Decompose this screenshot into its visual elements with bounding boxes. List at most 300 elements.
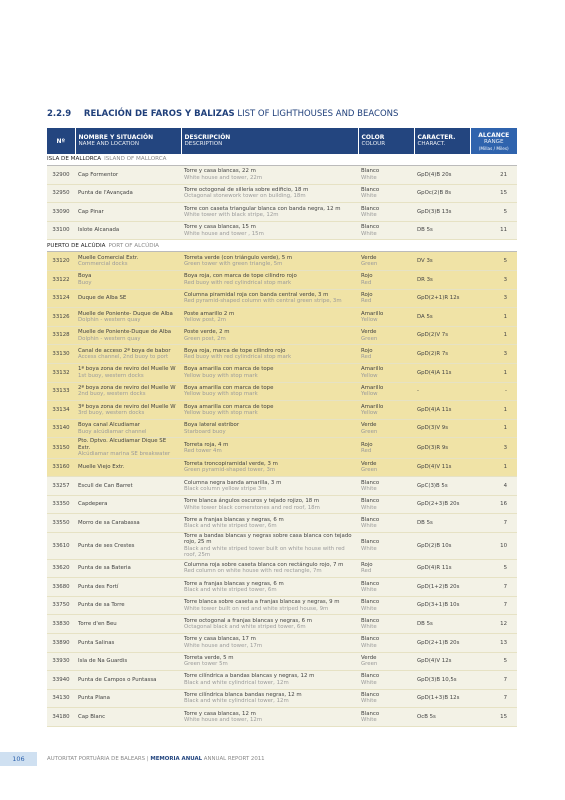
light-name-cell [75,326,181,345]
characteristic: GpD(2+3)B 20s [414,495,470,514]
range: 15 [470,708,517,727]
light-name-cell [75,308,181,327]
light-name: Escull de Can Barret [78,482,133,489]
description-cell [181,252,358,271]
light-name-cell [75,578,181,597]
group-header-row [47,240,517,252]
table-row [47,363,517,382]
colour: Rojo [361,291,373,298]
colour-cell [358,289,414,308]
table-header-row [47,128,517,154]
table-row [47,477,517,496]
description-cell [181,382,358,401]
colour-english: Red [361,279,372,286]
range: 7 [470,689,517,708]
colour-english: Yellow [361,316,378,323]
light-number: 33126 [47,308,75,327]
description-english: Black and white striped tower, 6m [184,586,277,593]
description-cell [181,401,358,420]
description-english: Black and white striped tower, 6m [184,523,277,530]
colour: Blanco [361,617,380,624]
colour-english: White [361,698,377,705]
description-english: White house and tower, 12m [184,717,263,724]
table-row [47,615,517,634]
light-name: Canal de acceso 2ª boya de babor [78,347,171,354]
colour: Blanco [361,692,380,699]
light-name: Cap Blanc [78,713,106,720]
colour-english: White [361,230,377,237]
col-header-range: ALCANCE RANGE (Millas / Miles) [470,128,517,154]
description-english: White house and tower, 22m [184,174,263,181]
light-name: 1ª boya zona de reviro del Muelle W [78,366,176,373]
characteristic: GpD(2+1)R 12s [414,289,470,308]
colour-cell [358,221,414,240]
col-header-description: DESCRIPCIÓN DESCRIPTION [181,128,358,154]
range: 7 [470,671,517,690]
description-cell [181,633,358,652]
colour-cell [358,419,414,438]
characteristic: GpD(4)A 11s [414,401,470,420]
description: Columna piramidal roja con banda central verde, 3 m [184,291,329,298]
characteristic: GpOc(2)B 8s [414,184,470,203]
characteristic: GpD(1+2)B 20s [414,578,470,597]
colour: Blanco [361,224,380,231]
colour: Blanco [361,710,380,717]
description: Torreta troncopiramidal verde, 3 m [184,460,278,467]
colour-cell [358,363,414,382]
light-name-cell [75,652,181,671]
range: 1 [470,308,517,327]
section-title-english: LIST OF LIGHTHOUSES AND BEACONS [237,109,399,119]
light-name: Punta de l'Avançada [78,190,133,197]
colour: Verde [361,422,377,429]
description-cell [181,495,358,514]
light-name-cell [75,382,181,401]
light-name: Muelle Viejo Extr. [78,464,125,471]
description: Torreta roja, 4 m [184,441,229,448]
light-name-cell [75,596,181,615]
colour-english: White [361,642,377,649]
light-name-cell [75,166,181,185]
colour-cell [358,615,414,634]
colour-cell [358,596,414,615]
table-row [47,438,517,458]
light-number: 33130 [47,345,75,364]
description-cell [181,596,358,615]
light-name: Isla de Na Guardis [78,658,128,665]
description: Boya amarilla con marca de tope [184,403,274,410]
colour: Blanco [361,539,380,546]
colour-english: White [361,624,377,631]
light-name: Punta de Campos o Puntassa [78,676,157,683]
characteristic: - [414,382,470,401]
colour: Blanco [361,636,380,643]
colour-english: Green [361,467,378,474]
description-english: Black column yellow stripe 3m [184,485,267,492]
description-english: Yellow buoy with stop mark [184,409,258,416]
characteristic: GpD(3)B 13s [414,203,470,222]
colour: Amarillo [361,366,384,373]
light-number: 33940 [47,671,75,690]
light-name-english: Access channel, 2nd buoy to port [78,354,169,361]
colour-cell [358,382,414,401]
colour-english: Green [361,335,378,342]
description-cell [181,559,358,578]
description-english: Red column on white house with red rectangle, 7m [184,568,322,575]
group-header-row [47,154,517,166]
light-name: Capdepera [78,501,108,508]
description-cell [181,708,358,727]
light-name-cell [75,559,181,578]
light-number: 33150 [47,438,75,458]
description-cell [181,326,358,345]
light-name: Punta Plana [78,695,110,702]
description-cell [181,289,358,308]
range: 13 [470,633,517,652]
colour-cell [358,495,414,514]
colour-cell [358,438,414,458]
description-cell [181,363,358,382]
table-row [47,221,517,240]
table-row [47,166,517,185]
light-name-english: Commercial docks [78,261,128,268]
characteristic: GpD(2)V 7s [414,326,470,345]
colour-english: White [361,545,377,552]
description-cell [181,578,358,597]
characteristic: GpD(2+1)B 20s [414,633,470,652]
colour: Blanco [361,516,380,523]
colour: Blanco [361,673,380,680]
light-name: 2ª boya zona de reviro del Muelle W [78,384,176,391]
colour-cell [358,477,414,496]
table-row [47,532,517,559]
range: 1 [470,363,517,382]
light-name: Punta de sa Torre [78,602,125,609]
light-name-english: Alcúdiamar marina SE breakwater [78,451,171,458]
description-cell [181,671,358,690]
light-name: Morro de sa Carabassa [78,519,140,526]
characteristic: DB 5s [414,615,470,634]
range: 3 [470,289,517,308]
table-row [47,401,517,420]
description: Columna roja sobre caseta blanca con rectángulo rojo, 7 m [184,561,344,568]
group-name-english: ISLAND OF MALLORCA [104,156,167,163]
light-number: 33830 [47,615,75,634]
colour: Rojo [361,441,373,448]
light-name-english: Dolphin - western quay [78,335,141,342]
light-name-cell [75,221,181,240]
light-name: Cap Formentor [78,171,119,178]
table-row [47,345,517,364]
description-cell [181,514,358,533]
light-name: Pto. Dptvo. Alcudiamar Dique SE Extr. [78,438,167,451]
col-header-characteristic: CARACTER. CHARACT. [414,128,470,154]
description-english: Green pyramid-shaped tower, 3m [184,467,276,474]
range: 5 [470,559,517,578]
range: 3 [470,270,517,289]
description: Poste amarillo 2 m [184,310,235,317]
characteristic: OcB 5s [414,708,470,727]
characteristic: GpD(4)B 20s [414,166,470,185]
footer-report: MEMORIA ANUAL [150,756,203,762]
light-name: Muelle Comercial Extr. [78,254,139,261]
colour: Amarillo [361,384,384,391]
light-name: Islote Alcanada [78,227,120,234]
colour-english: White [361,211,377,218]
light-number: 33257 [47,477,75,496]
description: Poste verde, 2 m [184,329,230,336]
page-number: 106 [0,752,37,766]
light-name-cell [75,438,181,458]
light-name: Boya [78,273,92,280]
table-row [47,652,517,671]
table-row [47,708,517,727]
characteristic: DA 5s [414,308,470,327]
description-cell [181,203,358,222]
colour: Amarillo [361,403,384,410]
colour: Rojo [361,347,373,354]
characteristic: GpD(2)B 10s [414,532,470,559]
description-english: Black and white cylindrical tower, 12m [184,698,289,705]
characteristic: GpD(4)V 12s [414,652,470,671]
colour-cell [358,270,414,289]
range: 1 [470,458,517,477]
colour-cell [358,345,414,364]
light-number: 34180 [47,708,75,727]
range: 7 [470,578,517,597]
light-number: 33122 [47,270,75,289]
light-name: Muelle de Poniente-Duque de Alba [78,329,172,336]
characteristic: GpD(1+3)B 12s [414,689,470,708]
colour: Verde [361,654,377,661]
colour: Blanco [361,599,380,606]
light-name: Muelle de Poniente- Duque de Alba [78,310,173,317]
light-name-cell [75,345,181,364]
colour-english: White [361,485,377,492]
range: 1 [470,326,517,345]
col-header-name: NOMBRE Y SITUACIÓN NAME AND LOCATION [75,128,181,154]
range: 21 [470,166,517,185]
footer-text [47,756,265,762]
description: Boya amarilla con marca de tope [184,366,274,373]
description-cell [181,532,358,559]
light-number: 32950 [47,184,75,203]
range: 3 [470,438,517,458]
lighthouses-table [47,128,517,727]
characteristic: GpD(3)R 9s [414,438,470,458]
range: 12 [470,615,517,634]
range: 5 [470,252,517,271]
light-number: 33350 [47,495,75,514]
description-cell [181,221,358,240]
colour: Blanco [361,498,380,505]
colour: Amarillo [361,310,384,317]
description-cell [181,270,358,289]
range: 15 [470,184,517,203]
range: 11 [470,221,517,240]
description-english: Octagonal stonework tower on building, 18m [184,193,306,200]
colour-cell [358,203,414,222]
description: Torre y casa blancas, 12 m [184,710,256,717]
table-row [47,689,517,708]
colour-cell [358,252,414,271]
light-name-cell [75,514,181,533]
light-name-cell [75,495,181,514]
table-row [47,270,517,289]
light-number: 33128 [47,326,75,345]
characteristic: DV 3s [414,252,470,271]
colour: Verde [361,329,377,336]
description: Boya lateral estribor [184,422,240,429]
characteristic: GpD(3)B 10,5s [414,671,470,690]
light-number: 33120 [47,252,75,271]
description-cell [181,477,358,496]
light-name-cell [75,184,181,203]
range: 5 [470,203,517,222]
colour-english: Red [361,298,372,305]
group-title [47,154,517,166]
characteristic: GpD(2)R 7s [414,345,470,364]
description: Columna negra banda amarilla, 3 m [184,479,282,486]
light-name: Punta de ses Crestes [78,542,135,549]
colour-english: Yellow [361,391,378,398]
description: Torre a franjas blancas y negras, 6 m [184,580,284,587]
range: 10 [470,532,517,559]
light-number: 33140 [47,419,75,438]
light-name-english: Buoy [78,279,92,286]
table-row [47,514,517,533]
colour: Blanco [361,168,380,175]
colour-english: White [361,193,377,200]
colour-english: White [361,679,377,686]
colour-cell [358,184,414,203]
description-cell [181,419,358,438]
colour-english: White [361,717,377,724]
characteristic: DR 3s [414,270,470,289]
light-number: 33610 [47,532,75,559]
light-name: Punta des Fortí [78,583,119,590]
description: Torre cilíndrica a bandas blancas y negras, 12 m [184,673,315,680]
light-name-cell [75,419,181,438]
characteristic: DB 5s [414,221,470,240]
table-row [47,419,517,438]
description-english: Red pyramid-shaped column with central green stripe, 3m [184,298,342,305]
section-heading [47,109,517,119]
description-english: White house and tower, 17m [184,642,263,649]
description-cell [181,458,358,477]
group-title [47,240,517,252]
light-name-cell [75,203,181,222]
description: Torre blanca sobre caseta a franjas blancas y negras, 9 m [184,599,340,606]
light-name-cell [75,633,181,652]
group-name: PUERTO DE ALCÚDIA [47,242,106,249]
table-row [47,633,517,652]
characteristic: GpD(3+1)B 10s [414,596,470,615]
light-name-cell [75,458,181,477]
light-name-cell [75,532,181,559]
description: Torre cilíndrica blanca bandas negras, 12 m [184,692,302,699]
col-header-colour: COLOR COLOUR [358,128,414,154]
range: 7 [470,596,517,615]
description-english: Starboard buoy [184,428,226,435]
light-number: 33750 [47,596,75,615]
light-number: 34130 [47,689,75,708]
colour-english: White [361,174,377,181]
table-row [47,184,517,203]
light-name-english: 2nd buoy, western docks [78,391,146,398]
table-body [47,154,517,726]
colour-cell [358,308,414,327]
description: Torre y casa blancas, 15 m [184,224,256,231]
description-cell [181,615,358,634]
description: Torreta verde, 5 m [184,654,234,661]
colour: Verde [361,254,377,261]
page-footer [0,752,565,766]
range: 7 [470,514,517,533]
description-english: Red buoy with red cylindrical stop mark [184,354,292,361]
light-name: 3ª boya zona de reviro del Muelle W [78,403,176,410]
table-row [47,308,517,327]
colour-english: Green [361,261,378,268]
description-english: Red tower 4m [184,447,222,454]
characteristic: GpD(4)V 11s [414,458,470,477]
table-row [47,458,517,477]
table-row [47,203,517,222]
description-english: Yellow buoy with stop mark [184,391,258,398]
light-name-cell [75,401,181,420]
light-number: 33160 [47,458,75,477]
description-english: Yellow post, 2m [184,316,227,323]
light-name-english: Dolphin - western quay [78,316,141,323]
section-number: 2.2.9 [47,109,72,119]
colour-english: Yellow [361,372,378,379]
characteristic: DB 5s [414,514,470,533]
light-name-cell [75,289,181,308]
description: Torre con caseta triangular blanca con banda negra, 12 m [184,205,341,212]
colour: Blanco [361,580,380,587]
description-english: White tower with black stripe, 12m [184,211,279,218]
light-name: Boya canal Alcudiamar [78,422,140,429]
description-english: Green tower 5m [184,661,228,668]
light-number: 33134 [47,401,75,420]
description-english: Black and white striped tower built on white house with red roof, 25m [184,545,345,559]
colour: Rojo [361,273,373,280]
light-name-cell [75,671,181,690]
description: Torre octogonal de sillería sobre edificio, 18 m [184,186,309,193]
colour-cell [358,559,414,578]
description: Boya amarilla con marca de tope [184,384,274,391]
description: Torre a bandas blancas y negras sobre casa blanca con tejado rojo, 25 m [184,532,352,546]
colour-english: White [361,586,377,593]
colour-english: White [361,523,377,530]
light-name-cell [75,708,181,727]
range: 16 [470,495,517,514]
light-number: 33090 [47,203,75,222]
description-english: Yellow buoy with stop mark [184,372,258,379]
table-row [47,578,517,597]
colour-cell [358,514,414,533]
light-number: 33930 [47,652,75,671]
description-cell [181,308,358,327]
colour-english: White [361,605,377,612]
description: Torre blanca ángulos oscuros y tejado rojizo, 18 m [184,498,320,505]
light-name-english: 3rd buoy, western docks [78,409,145,416]
colour-cell [358,689,414,708]
range: 5 [470,652,517,671]
description-english: White tower black cornerstones and red roof, 18m [184,504,320,511]
description-english: Black and white cylindrical tower, 12m [184,679,289,686]
description: Torre octogonal a franjas blancas y negras, 6 m [184,617,313,624]
